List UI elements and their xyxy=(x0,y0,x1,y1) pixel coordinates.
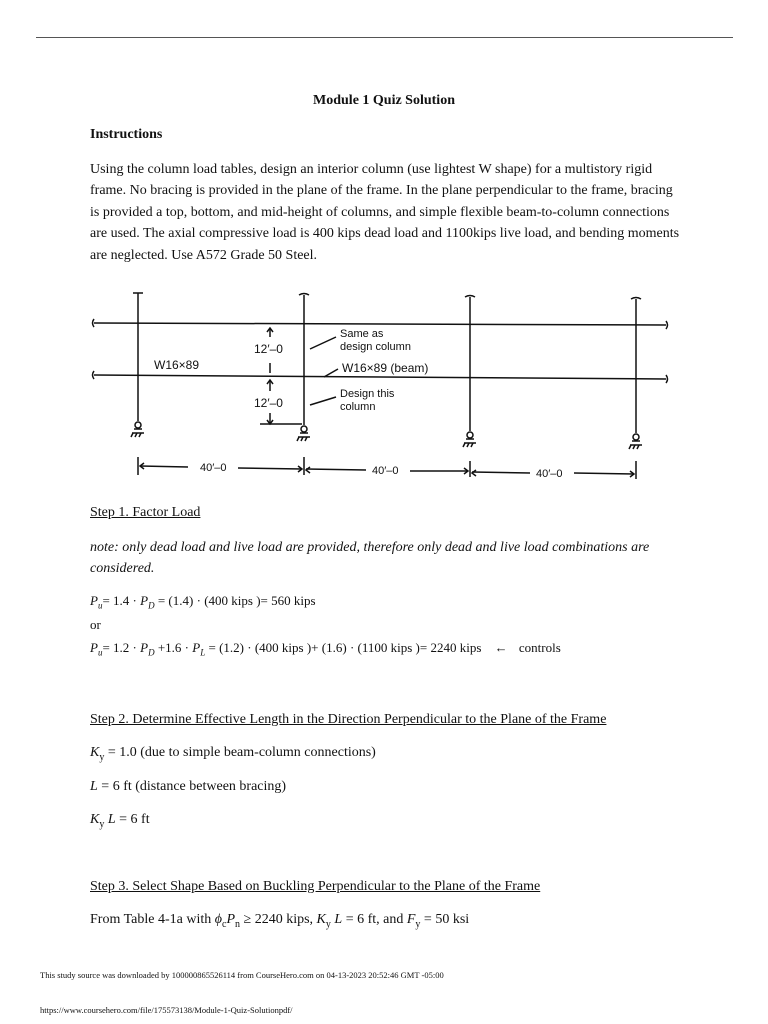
pin-support-1 xyxy=(131,422,144,437)
beam-left-label: W16×89 xyxy=(154,358,200,372)
source-url[interactable]: https://www.coursehero.com/file/175573138/Module-1-Quiz-Solutionpdf/ xyxy=(40,1005,293,1015)
ky-line: $K_y = 1.0$ (due to simple beam-column connections) xyxy=(90,745,376,763)
step1-note: note: only dead load and live load are provided, therefore only dead and live load combinations are considered. xyxy=(90,540,650,576)
design-label-2: column xyxy=(340,401,376,413)
same-as-label-1: Same as xyxy=(340,328,384,340)
dim-bottom-label: 12′–0 xyxy=(254,396,283,410)
frame-diagram xyxy=(88,285,688,485)
top-rule xyxy=(36,37,733,38)
pin-support-3 xyxy=(463,432,476,447)
design-label-1: Design this xyxy=(340,388,395,400)
beam-label: W16×89 (beam) xyxy=(342,361,429,375)
pin-support-4 xyxy=(629,434,642,449)
page-title: Module 1 Quiz Solution xyxy=(313,93,455,108)
equation-1: $P_u= 1.4 \cdot P_D = (1.4) \cdot (400$ kips )= 560 kips xyxy=(90,593,316,611)
instructions-heading: Instructions xyxy=(90,127,163,142)
controls-label: controls xyxy=(518,640,561,655)
or-text: or xyxy=(90,617,101,632)
same-as-label-2: design column xyxy=(340,341,411,353)
pin-support-2 xyxy=(297,426,310,441)
step1-heading: Step 1. Factor Load xyxy=(90,505,201,520)
step3-heading: Step 3. Select Shape Based on Buckling Perpendicular to the Plane of the Frame xyxy=(90,879,541,894)
download-source-note: This study source was downloaded by 100000865526114 from CourseHero.com on 04-13-2023 20:52:46 GMT -05:00 xyxy=(40,970,444,980)
span-label-1: 40′–0 xyxy=(200,462,227,474)
step2-heading: Step 2. Determine Effective Length in the Direction Perpendicular to the Plane of the Frame xyxy=(90,712,607,727)
upper-beam xyxy=(94,323,666,325)
kyl-line: $K_y$ L = 6 ft xyxy=(90,812,150,830)
span-label-2: 40′–0 xyxy=(372,465,399,477)
equation-2: $P_u= 1.2 \cdot P_D +1.6 \cdot P_L = (1.2) \cdot (400$ kips )+ (1.6) · (1100 kips )= 2240 kips ← controls xyxy=(90,640,561,658)
controls-arrow: ← xyxy=(494,640,508,655)
span-label-3: 40′–0 xyxy=(536,468,563,480)
instructions-paragraph: Using the column load tables, design an interior column (use lightest W shape) for a multistory rigid frame. No bracing is provided in the plane of the frame. In the plane perpendicular to the frame, bracing is provided a top, bottom, and mid-height of columns, and simple flexible beam-to-column connections are used. The axial compressive load is 400 kips dead load and 1100kips live load, and bending moments are neglected. Use A572 Grade 50 Steel. xyxy=(90,162,680,263)
lower-beam xyxy=(94,375,666,379)
dim-top-label: 12′–0 xyxy=(254,342,283,356)
l-line: L = 6 ft (distance between bracing) xyxy=(90,779,287,794)
step3-text: From Table 4-1a with $\phi_cP_n \ge 2240$ kips, $K_y$ L = 6 ft, and $F_y = 50$ ksi xyxy=(90,912,470,930)
